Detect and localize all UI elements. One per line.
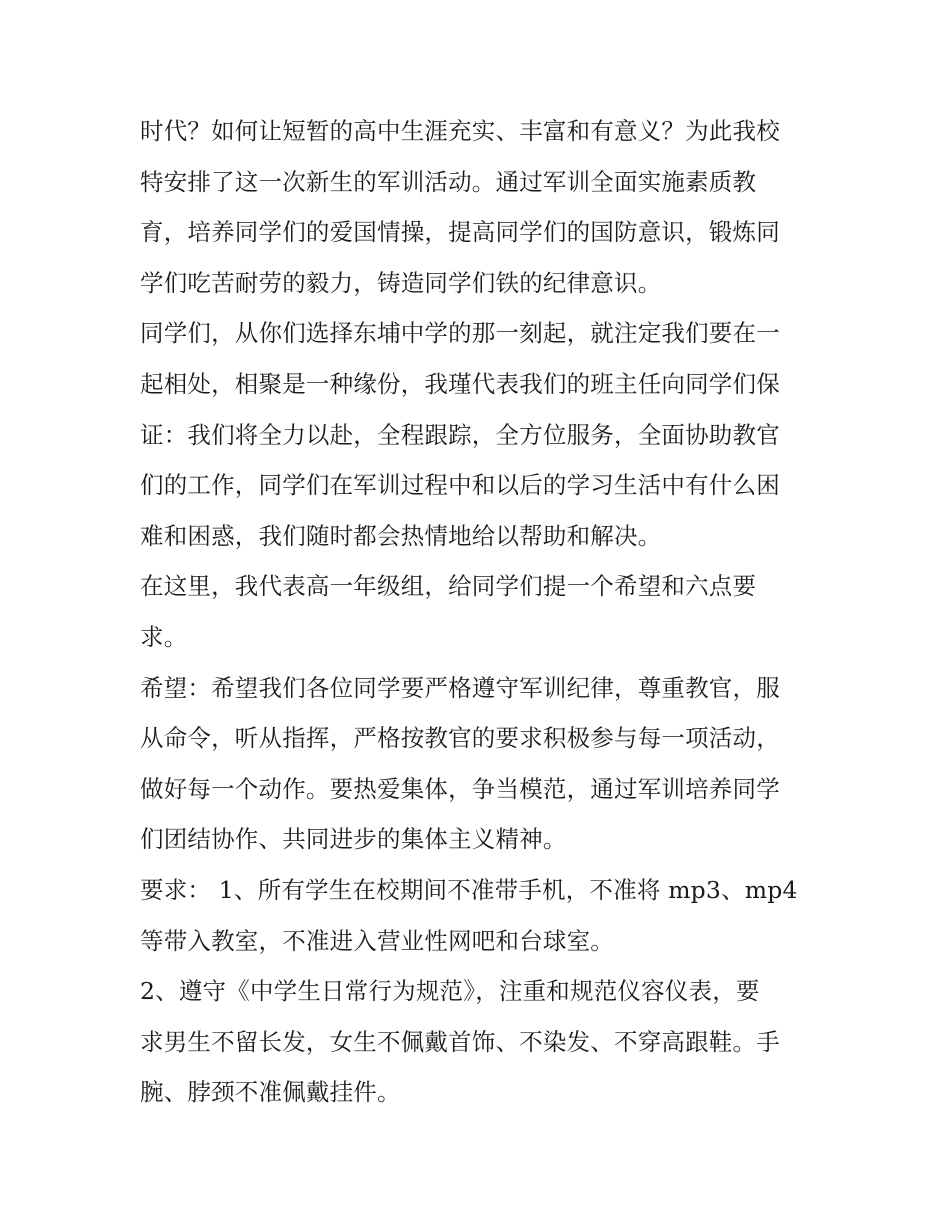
text-line: 等带入教室，不准进入营业性网吧和台球室。 [140, 926, 614, 955]
text-line: 做好每一个动作。要热爱集体，争当模范，通过军训培养同学 [140, 774, 780, 803]
text-line: 在这里，我代表高一年级组，给同学们提一个希望和六点要 [140, 572, 757, 601]
text-line: 要求： 1、所有学生在校期间不准带手机，不准将 mp3、mp4 [140, 875, 798, 904]
text-line: 时代？如何让短暂的高中生涯充实、丰富和有意义？为此我校 [140, 117, 780, 145]
text-line: 们团结协作、共同进步的集体主义精神。 [140, 825, 567, 854]
text-line: 2、遵守《中学生日常行为规范》，注重和规范仪容仪表，要 [140, 977, 760, 1006]
text-line: 起相处，相聚是一种缘份，我瑾代表我们的班主任向同学们保 [140, 369, 780, 398]
document-body [140, 106, 816, 1118]
text-line: 求。 [140, 622, 188, 651]
text-line: 求男生不留长发，女生不佩戴首饰、不染发、不穿高跟鞋。手 [140, 1027, 780, 1056]
text-line: 从命令，听从指挥，严格按教官的要求积极参与每一项活动， [140, 724, 780, 753]
text-line: 难和困惑，我们随时都会热情地给以帮助和解决。 [140, 521, 662, 550]
text-line: 腕、脖颈不准佩戴挂件。 [140, 1078, 401, 1107]
text-line: 学们吃苦耐劳的毅力，铸造同学们铁的纪律意识。 [140, 268, 662, 297]
text-line: 育，培养同学们的爱国情操，提高同学们的国防意识，锻炼同 [140, 218, 780, 247]
text-line: 特安排了这一次新生的军训活动。通过军训全面实施素质教 [140, 167, 757, 196]
text-line: 希望：希望我们各位同学要严格遵守军训纪律，尊重教官，服 [140, 673, 780, 702]
text-line: 们的工作，同学们在军训过程中和以后的学习生活中有什么困 [140, 471, 780, 500]
text-line: 同学们，从你们选择东埔中学的那一刻起，就注定我们要在一 [140, 319, 780, 348]
text-line: 证：我们将全力以赴，全程跟踪，全方位服务，全面协助教官 [140, 420, 780, 449]
